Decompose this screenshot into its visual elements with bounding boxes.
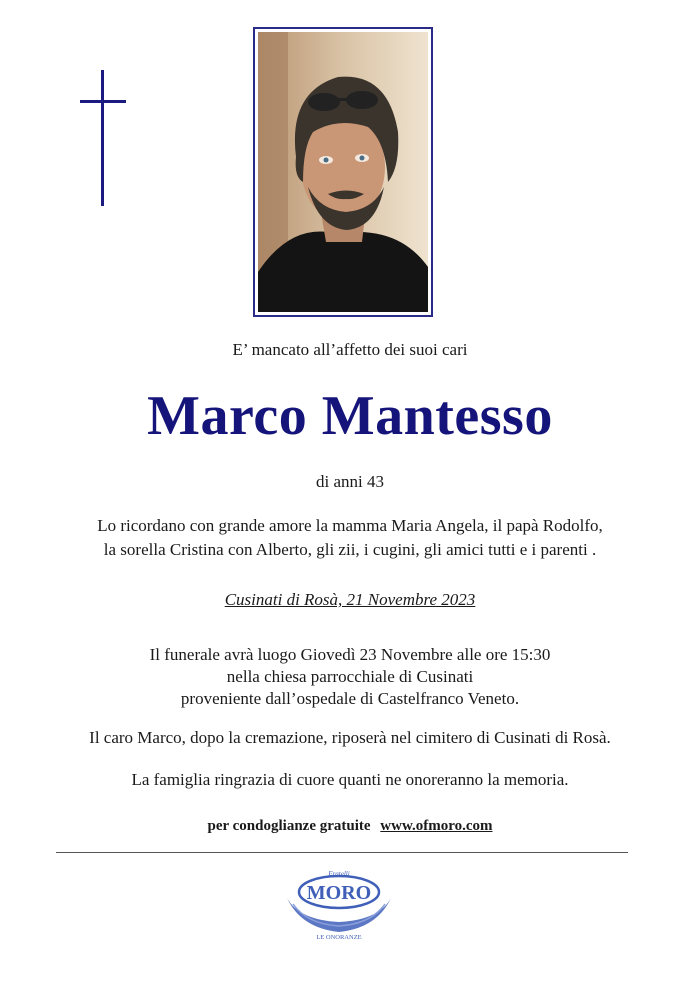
cross-horizontal xyxy=(80,100,126,103)
intro-text: E’ mancato all’affetto dei suoi cari xyxy=(232,340,468,359)
condolences-label: per condoglianze gratuite xyxy=(207,818,371,834)
cross-icon xyxy=(80,70,128,206)
logo-main-text: MORO xyxy=(306,882,372,904)
condolences-link[interactable]: www.ofmoro.com xyxy=(380,818,493,834)
deceased-name: Marco Mantesso xyxy=(147,385,553,447)
funeral-info xyxy=(0,644,700,710)
thanks-text: La famiglia ringrazia di cuore quanti ne onoreranno la memoria. xyxy=(131,770,569,789)
mourners-text xyxy=(0,514,700,562)
mourners-line-1: Lo ricordano con grande amore la mamma Maria Angela, il papà Rodolfo, xyxy=(97,516,603,535)
logo-bottom-text: LE ONORANZE xyxy=(316,934,362,940)
portrait-frame xyxy=(253,27,433,317)
condolences-line xyxy=(0,818,700,835)
divider xyxy=(56,852,628,853)
funeral-line-2: nella chiesa parrocchiale di Cusinati xyxy=(226,667,474,686)
age-text: di anni 43 xyxy=(316,472,384,491)
mourners-line-2: la sorella Cristina con Alberto, gli zii, i cugini, gli amici tutti e i parenti . xyxy=(103,540,597,559)
cross-vertical xyxy=(101,70,104,206)
place-date xyxy=(0,590,700,610)
portrait-photo xyxy=(258,32,428,312)
logo-top-text: Fratelli xyxy=(328,870,350,878)
place-date-text: Cusinati di Rosà, 21 Novembre 2023 xyxy=(224,590,476,609)
funeral-line-3: proveniente dall’ospedale di Castelfranco Veneto. xyxy=(180,689,520,708)
burial-text: Il caro Marco, dopo la cremazione, riposerà nel cimitero di Cusinati di Rosà. xyxy=(89,728,611,747)
moro-logo xyxy=(283,868,395,940)
funeral-line-1: Il funerale avrà luogo Giovedì 23 Novembre alle ore 15:30 xyxy=(149,645,551,664)
